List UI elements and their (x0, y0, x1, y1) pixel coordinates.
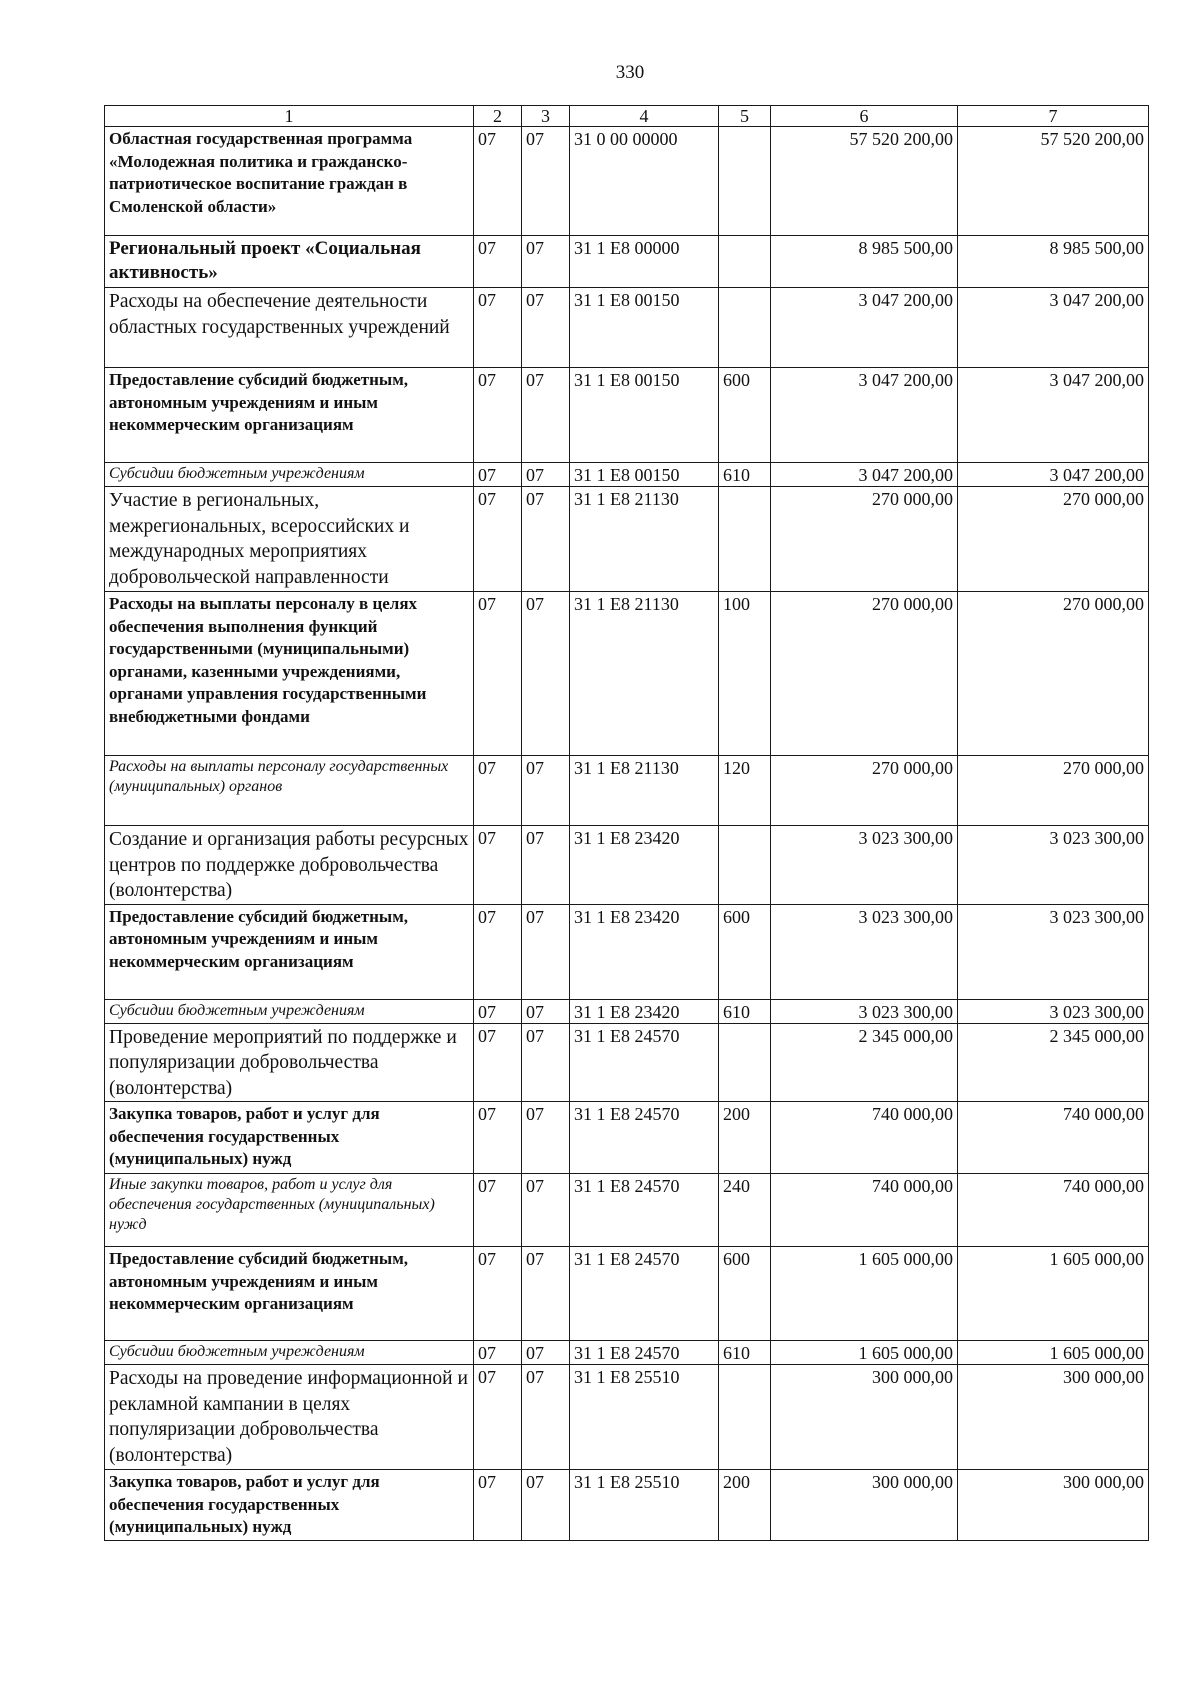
header-col-7: 7 (958, 106, 1149, 127)
row-section: 07 (474, 236, 522, 288)
row-amount-1: 57 520 200,00 (771, 127, 958, 236)
table-row (105, 127, 1149, 236)
row-name: Предоставление субсидий бюджетным, автономным учреждениям и иным некоммерческим организациям (105, 1247, 474, 1341)
row-amount-1: 1 605 000,00 (771, 1341, 958, 1365)
row-name: Закупка товаров, работ и услуг для обеспечения государственных (муниципальных) нужд (105, 1102, 474, 1174)
row-target-code: 31 1 E8 24570 (570, 1247, 719, 1341)
row-target-code: 31 1 E8 24570 (570, 1023, 719, 1102)
row-section: 07 (474, 756, 522, 826)
row-section: 07 (474, 463, 522, 487)
row-section: 07 (474, 999, 522, 1023)
row-subsection: 07 (522, 904, 570, 999)
row-target-code: 31 1 E8 00150 (570, 463, 719, 487)
row-expense-type (719, 236, 771, 288)
row-amount-2: 57 520 200,00 (958, 127, 1149, 236)
row-amount-1: 1 605 000,00 (771, 1247, 958, 1341)
row-target-code: 31 1 E8 23420 (570, 904, 719, 999)
row-amount-2: 1 605 000,00 (958, 1341, 1149, 1365)
table-row (105, 826, 1149, 905)
row-amount-1: 300 000,00 (771, 1365, 958, 1470)
row-amount-2: 300 000,00 (958, 1365, 1149, 1470)
row-name: Субсидии бюджетным учреждениям (105, 463, 474, 487)
row-target-code: 31 1 E8 23420 (570, 999, 719, 1023)
row-name: Региональный проект «Социальная активность» (105, 236, 474, 288)
row-name: Субсидии бюджетным учреждениям (105, 999, 474, 1023)
table-row (105, 487, 1149, 592)
row-target-code: 31 1 E8 25510 (570, 1365, 719, 1470)
table-row (105, 463, 1149, 487)
row-target-code: 31 1 E8 25510 (570, 1470, 719, 1541)
row-name: Областная государственная программа «Молодежная политика и гражданско-патриотическое воспитание граждан в Смоленской области» (105, 127, 474, 236)
row-amount-1: 270 000,00 (771, 592, 958, 756)
row-subsection: 07 (522, 1247, 570, 1341)
header-col-2: 2 (474, 106, 522, 127)
row-subsection: 07 (522, 236, 570, 288)
row-expense-type: 240 (719, 1174, 771, 1247)
row-expense-type (719, 487, 771, 592)
row-expense-type: 200 (719, 1470, 771, 1541)
table-row (105, 1470, 1149, 1541)
row-amount-2: 3 023 300,00 (958, 999, 1149, 1023)
row-section: 07 (474, 1247, 522, 1341)
page-number: 330 (615, 62, 645, 83)
row-amount-2: 740 000,00 (958, 1174, 1149, 1247)
row-amount-2: 1 605 000,00 (958, 1247, 1149, 1341)
table-row (105, 236, 1149, 288)
row-section: 07 (474, 127, 522, 236)
header-row (105, 106, 1149, 127)
row-amount-2: 300 000,00 (958, 1470, 1149, 1541)
row-target-code: 31 1 E8 00150 (570, 368, 719, 463)
row-amount-1: 3 047 200,00 (771, 463, 958, 487)
row-subsection: 07 (522, 756, 570, 826)
row-amount-2: 2 345 000,00 (958, 1023, 1149, 1102)
row-target-code: 31 1 E8 00150 (570, 288, 719, 368)
row-name: Предоставление субсидий бюджетным, автономным учреждениям и иным некоммерческим организациям (105, 368, 474, 463)
header-col-4: 4 (570, 106, 719, 127)
row-expense-type (719, 826, 771, 905)
row-section: 07 (474, 368, 522, 463)
row-amount-1: 270 000,00 (771, 487, 958, 592)
row-target-code: 31 1 E8 21130 (570, 592, 719, 756)
row-subsection: 07 (522, 463, 570, 487)
table-row (105, 1102, 1149, 1174)
row-subsection: 07 (522, 826, 570, 905)
row-subsection: 07 (522, 592, 570, 756)
row-name: Предоставление субсидий бюджетным, автономным учреждениям и иным некоммерческим организациям (105, 904, 474, 999)
row-subsection: 07 (522, 288, 570, 368)
row-subsection: 07 (522, 487, 570, 592)
row-target-code: 31 1 E8 24570 (570, 1341, 719, 1365)
row-expense-type: 200 (719, 1102, 771, 1174)
row-section: 07 (474, 1102, 522, 1174)
row-section: 07 (474, 826, 522, 905)
row-target-code: 31 0 00 00000 (570, 127, 719, 236)
row-amount-1: 270 000,00 (771, 756, 958, 826)
row-name: Расходы на выплаты персоналу в целях обеспечения выполнения функций государственными (муниципальными) органами, казенными учреждениями, органами управления государственными внебюджетными фондами (105, 592, 474, 756)
table-row (105, 288, 1149, 368)
row-amount-1: 740 000,00 (771, 1174, 958, 1247)
row-expense-type: 100 (719, 592, 771, 756)
row-amount-2: 3 047 200,00 (958, 463, 1149, 487)
row-section: 07 (474, 1365, 522, 1470)
row-expense-type (719, 1365, 771, 1470)
row-subsection: 07 (522, 1470, 570, 1541)
row-section: 07 (474, 288, 522, 368)
row-expense-type: 600 (719, 1247, 771, 1341)
table-row (105, 1341, 1149, 1365)
row-subsection: 07 (522, 1023, 570, 1102)
table-row (105, 592, 1149, 756)
row-amount-2: 3 047 200,00 (958, 368, 1149, 463)
header-col-5: 5 (719, 106, 771, 127)
row-amount-2: 270 000,00 (958, 756, 1149, 826)
row-subsection: 07 (522, 999, 570, 1023)
row-amount-1: 3 047 200,00 (771, 288, 958, 368)
row-expense-type: 610 (719, 1341, 771, 1365)
row-name: Расходы на выплаты персоналу государственных (муниципальных) органов (105, 756, 474, 826)
row-amount-1: 3 047 200,00 (771, 368, 958, 463)
row-section: 07 (474, 1341, 522, 1365)
row-expense-type: 120 (719, 756, 771, 826)
row-name: Иные закупки товаров, работ и услуг для обеспечения государственных (муниципальных) нужд (105, 1174, 474, 1247)
row-amount-2: 270 000,00 (958, 592, 1149, 756)
row-target-code: 31 1 E8 21130 (570, 756, 719, 826)
row-target-code: 31 1 E8 23420 (570, 826, 719, 905)
row-section: 07 (474, 904, 522, 999)
table-row (105, 1023, 1149, 1102)
row-subsection: 07 (522, 1365, 570, 1470)
row-amount-2: 3 047 200,00 (958, 288, 1149, 368)
table-row (105, 368, 1149, 463)
row-subsection: 07 (522, 1174, 570, 1247)
budget-table (104, 105, 1149, 1541)
row-target-code: 31 1 E8 24570 (570, 1102, 719, 1174)
row-expense-type: 600 (719, 368, 771, 463)
row-expense-type (719, 127, 771, 236)
row-name: Создание и организация работы ресурсных центров по поддержке добровольчества (волонтерства) (105, 826, 474, 905)
table-header (105, 106, 1149, 127)
row-section: 07 (474, 1174, 522, 1247)
row-amount-1: 3 023 300,00 (771, 826, 958, 905)
row-target-code: 31 1 E8 24570 (570, 1174, 719, 1247)
row-section: 07 (474, 592, 522, 756)
table-row (105, 904, 1149, 999)
row-amount-2: 8 985 500,00 (958, 236, 1149, 288)
row-expense-type: 600 (719, 904, 771, 999)
table-row (105, 1174, 1149, 1247)
row-section: 07 (474, 1023, 522, 1102)
row-name: Расходы на проведение информационной и рекламной кампании в целях популяризации добровольчества (волонтерства) (105, 1365, 474, 1470)
row-amount-1: 3 023 300,00 (771, 999, 958, 1023)
row-expense-type (719, 1023, 771, 1102)
row-amount-2: 3 023 300,00 (958, 826, 1149, 905)
row-target-code: 31 1 E8 00000 (570, 236, 719, 288)
row-target-code: 31 1 E8 21130 (570, 487, 719, 592)
table-body (105, 127, 1149, 1541)
header-col-3: 3 (522, 106, 570, 127)
table-row (105, 999, 1149, 1023)
row-name: Субсидии бюджетным учреждениям (105, 1341, 474, 1365)
row-name: Проведение мероприятий по поддержке и популяризации добровольчества (волонтерства) (105, 1023, 474, 1102)
table-row (105, 1365, 1149, 1470)
row-amount-2: 740 000,00 (958, 1102, 1149, 1174)
row-subsection: 07 (522, 1341, 570, 1365)
row-amount-1: 8 985 500,00 (771, 236, 958, 288)
row-subsection: 07 (522, 127, 570, 236)
row-subsection: 07 (522, 368, 570, 463)
row-amount-2: 3 023 300,00 (958, 904, 1149, 999)
row-section: 07 (474, 1470, 522, 1541)
row-section: 07 (474, 487, 522, 592)
row-name: Участие в региональных, межрегиональных, всероссийских и международных мероприятиях добровольческой направленности (105, 487, 474, 592)
row-expense-type: 610 (719, 463, 771, 487)
row-amount-1: 2 345 000,00 (771, 1023, 958, 1102)
row-name: Закупка товаров, работ и услуг для обеспечения государственных (муниципальных) нужд (105, 1470, 474, 1541)
row-expense-type (719, 288, 771, 368)
header-col-6: 6 (771, 106, 958, 127)
header-col-1: 1 (105, 106, 474, 127)
row-amount-2: 270 000,00 (958, 487, 1149, 592)
row-amount-1: 740 000,00 (771, 1102, 958, 1174)
row-subsection: 07 (522, 1102, 570, 1174)
row-amount-1: 3 023 300,00 (771, 904, 958, 999)
row-amount-1: 300 000,00 (771, 1470, 958, 1541)
row-name: Расходы на обеспечение деятельности областных государственных учреждений (105, 288, 474, 368)
table-row (105, 1247, 1149, 1341)
row-expense-type: 610 (719, 999, 771, 1023)
table-row (105, 756, 1149, 826)
